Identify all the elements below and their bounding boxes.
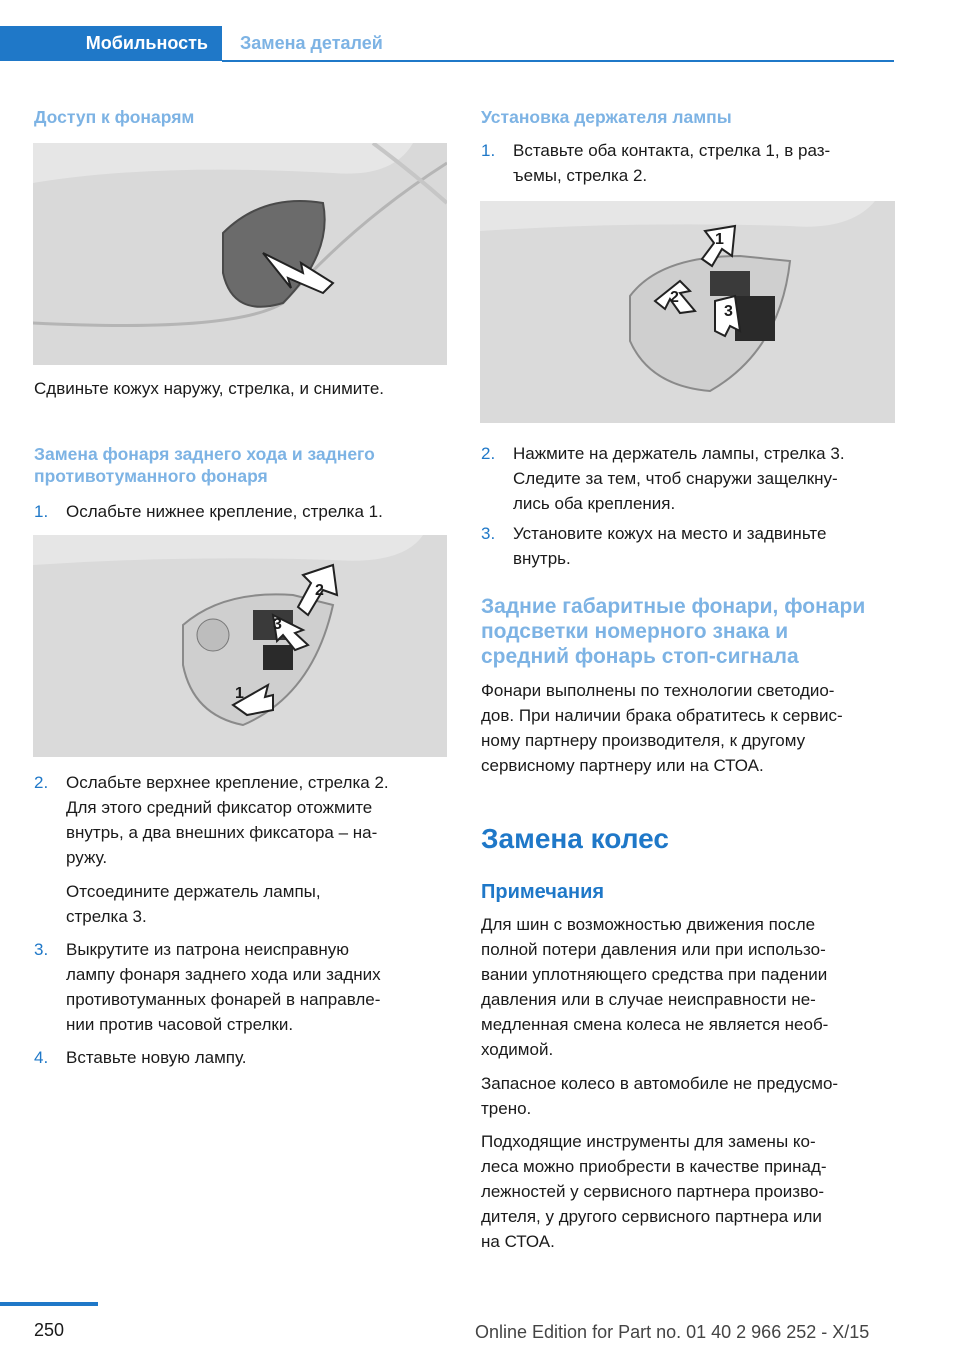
heading-replace-lamp-l1: Замена фонаря заднего хода и заднего (34, 444, 375, 464)
heading-rear-lamps-l3: средний фонарь стоп-сигнала (481, 645, 799, 668)
paragraph-notes: полной потери давления или при использо- (481, 940, 826, 959)
photo-cover-removal (33, 143, 447, 365)
heading-install-holder: Установка держателя лампы (481, 107, 732, 127)
photo-install-holder (480, 201, 895, 423)
arrow-label-3: 3 (724, 303, 733, 320)
paragraph-notes: медленная смена колеса не является необ- (481, 1015, 829, 1034)
step-text: противотуманных фонарей в направле- (66, 990, 381, 1009)
paragraph-tools: на СТОА. (481, 1232, 555, 1251)
step-text: внутрь. (513, 549, 571, 568)
step-text: Для этого средний фиксатор отожмите (66, 798, 373, 817)
paragraph-notes: ходимой. (481, 1040, 554, 1059)
step-text: нии против часовой стрелки. (66, 1015, 294, 1034)
paragraph-tools: лежностей у сервисного партнера произво- (481, 1182, 825, 1201)
paragraph-tools: Подходящие инструменты для замены ко- (481, 1132, 816, 1151)
step-text: ружу. (66, 848, 108, 867)
page-number-bar (0, 1302, 98, 1306)
step-number: 1. (34, 502, 49, 521)
paragraph-spare-wheel: трено. (481, 1099, 532, 1118)
cover-removal-illustration (33, 143, 447, 365)
step-text: стрелка 3. (66, 907, 147, 926)
arrow-label-1: 1 (715, 231, 724, 248)
heading-lamp-access: Доступ к фонарям (34, 107, 195, 127)
step-text: лись оба крепления. (513, 494, 676, 513)
install-holder-illustration (480, 201, 895, 423)
paragraph-led: Фонари выполнены по технологии светодио- (481, 681, 835, 700)
step-text: внутрь, а два внешних фиксатора – на- (66, 823, 378, 842)
step-text: Установите кожух на место и задвиньте (513, 524, 827, 543)
paragraph-led: сервисному партнеру или на СТОА. (481, 756, 764, 775)
paragraph-spare-wheel: Запасное колесо в автомобиле не предусмо- (481, 1074, 839, 1093)
step-text: Ослабьте верхнее крепление, стрелка 2. (66, 773, 389, 792)
lower-mount-illustration (33, 535, 447, 757)
step-number: 1. (481, 141, 496, 160)
step-text: Ослабьте нижнее крепление, стрелка 1. (66, 502, 383, 521)
edition-footer: Online Edition for Part no. 01 40 2 966 252 - X/15 (475, 1322, 870, 1342)
tab-mobility[interactable]: Мобильность (0, 26, 222, 61)
paragraph-tools: леса можно приобрести в качестве принад- (481, 1157, 827, 1176)
step-text: Следите за тем, чтоб снаружи защелкну- (513, 469, 838, 488)
step-number: 3. (481, 524, 496, 543)
step-text: лампу фонаря заднего хода или задних (66, 965, 381, 984)
arrow-label-2: 2 (670, 289, 679, 306)
step-text: ъемы, стрелка 2. (513, 166, 648, 185)
header-rule (222, 60, 894, 62)
arrow-label-3: 3 (273, 616, 282, 633)
step-text: Нажмите на держатель лампы, стрелка 3. (513, 444, 845, 463)
heading-wheel-change: Замена колес (481, 823, 669, 854)
paragraph-notes: Для шин с возможностью движения после (481, 915, 816, 934)
step-text: Вставьте оба контакта, стрелка 1, в раз- (513, 141, 831, 160)
arrow-label-2: 2 (315, 582, 324, 599)
heading-notes: Примечания (481, 881, 605, 903)
photo-lower-mount (33, 535, 447, 757)
tab-replace-parts[interactable]: Замена деталей (240, 33, 383, 53)
paragraph-led: дов. При наличии брака обратитесь к сервис- (481, 706, 843, 725)
caption-pull-cover: Сдвиньте кожух наружу, стрелка, и снимите. (34, 379, 385, 398)
paragraph-notes: вании уплотняющего средства при падении (481, 965, 828, 984)
step-number: 3. (34, 940, 49, 959)
page-number: 250 (34, 1320, 65, 1340)
arrow-label-1: 1 (235, 685, 244, 702)
paragraph-tools: дителя, у другого сервисного партнера или (481, 1207, 822, 1226)
heading-rear-lamps-l2: подсветки номерного знака и (481, 620, 789, 643)
paragraph-notes: давления или в случае неисправности не- (481, 990, 816, 1009)
step-text: Отсоедините держатель лампы, (66, 882, 321, 901)
step-number: 2. (34, 773, 49, 792)
step-text: Вставьте новую лампу. (66, 1048, 247, 1067)
heading-replace-lamp-l2: противотуманного фонаря (34, 466, 268, 486)
step-number: 4. (34, 1048, 49, 1067)
paragraph-led: ному партнеру производителя, к другому (481, 731, 806, 750)
step-number: 2. (481, 444, 496, 463)
heading-rear-lamps-l1: Задние габаритные фонари, фонари (481, 595, 866, 618)
step-text: Выкрутите из патрона неисправную (66, 940, 349, 959)
